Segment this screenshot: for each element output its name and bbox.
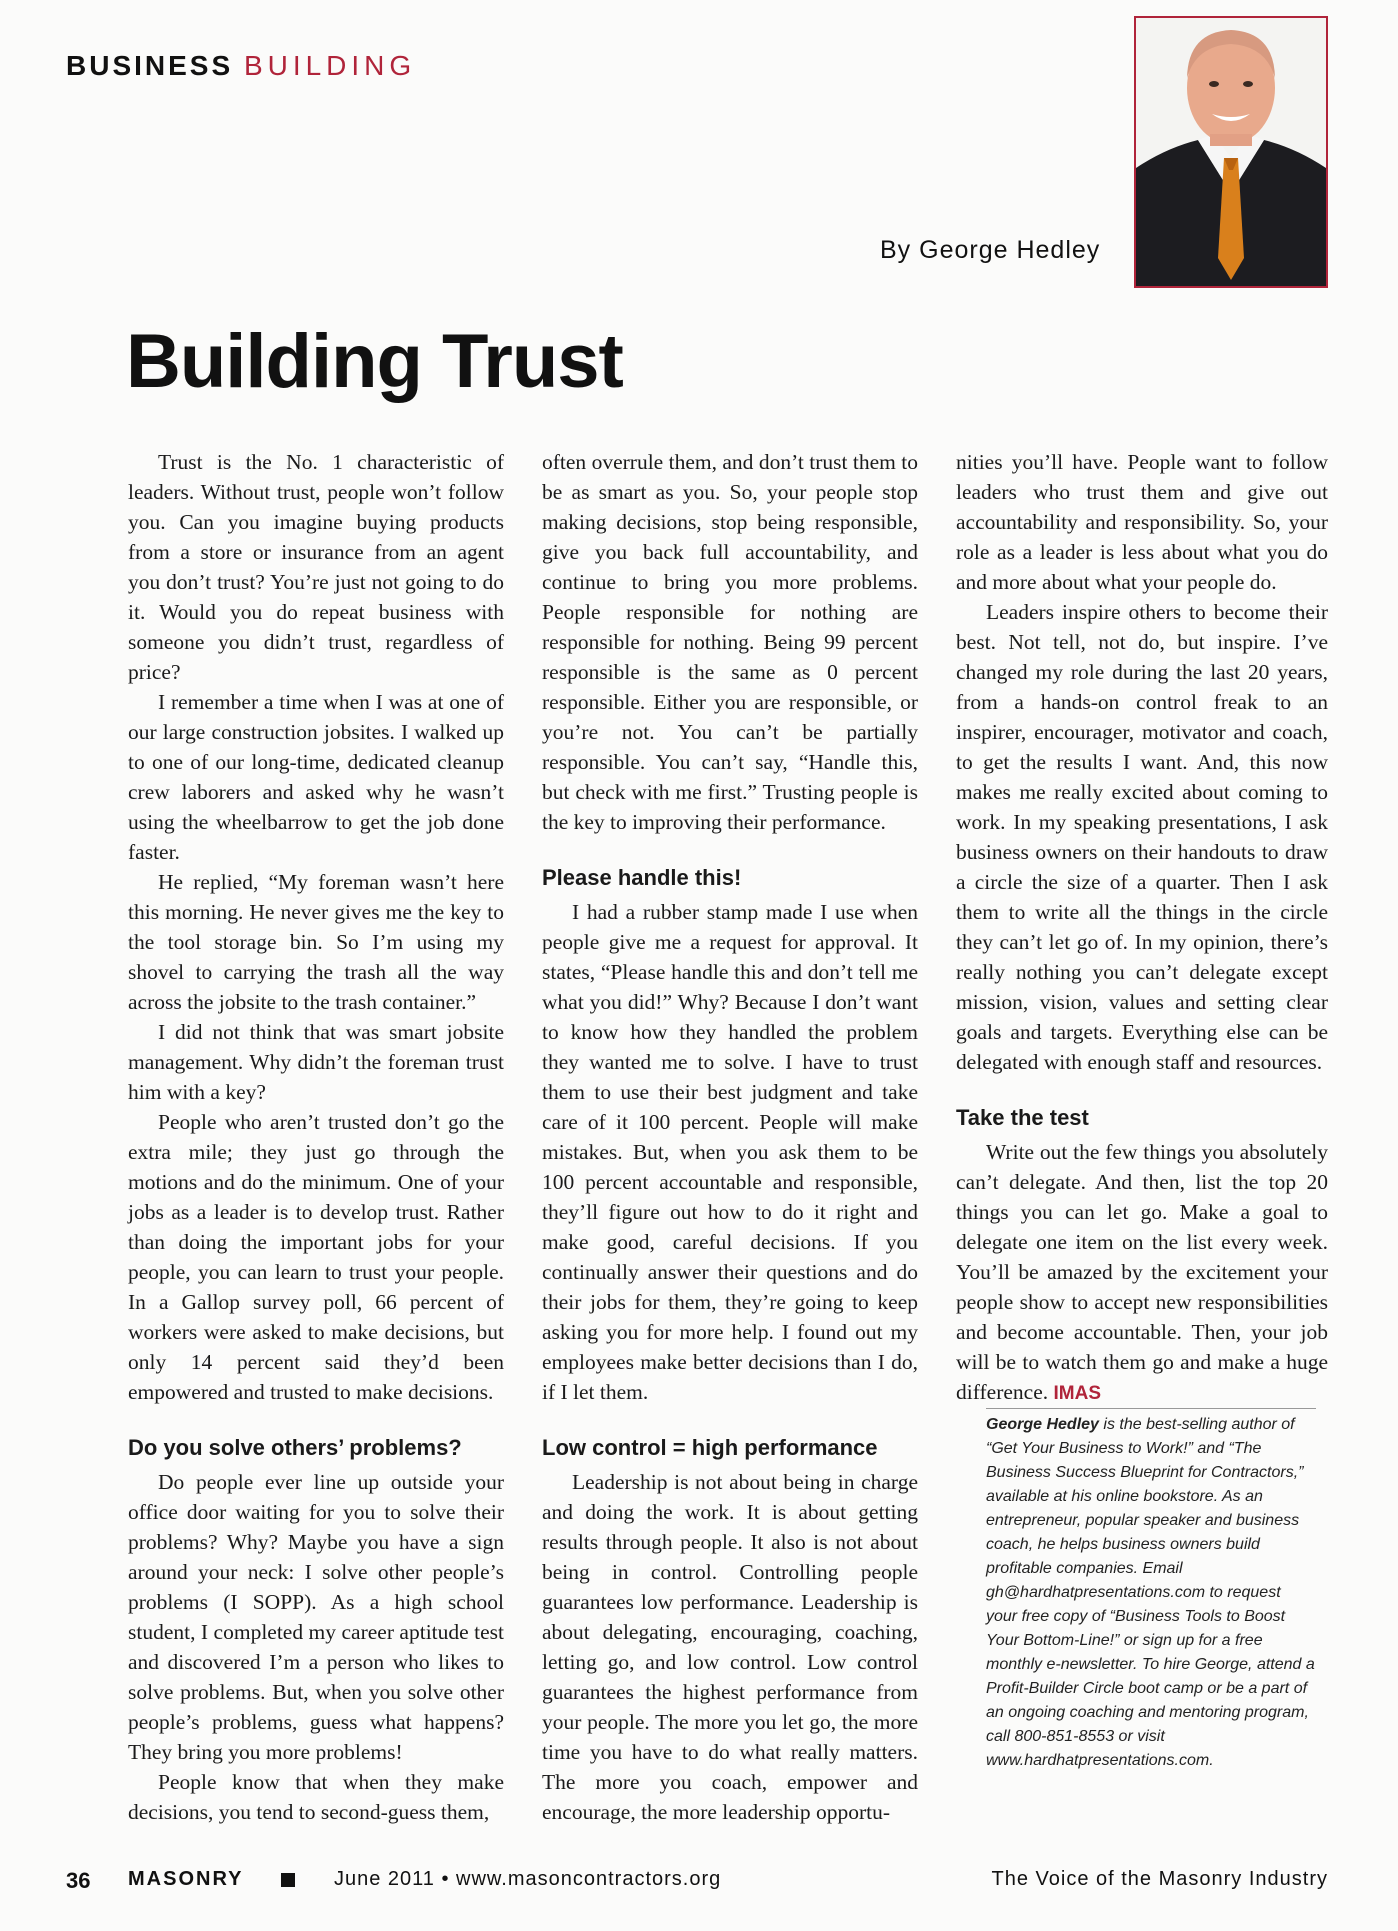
subheading: Low control = high performance [542, 1435, 878, 1460]
page-footer [0, 1868, 1398, 1898]
author-portrait-illustration [1136, 18, 1326, 286]
paragraph: I did not think that was smart jobsite management. Why didn’t the foreman trust him with a key? [128, 1020, 504, 1104]
square-bullet-icon [281, 1873, 295, 1887]
paragraph: He replied, “My foreman wasn’t here this morning. He never gives me the key to the tool storage bin. So I’m using my shovel to carrying the trash all the way across the jobsite to the trash container.” [128, 870, 504, 1014]
article-column-2 [542, 447, 918, 1827]
paragraph [956, 1137, 1328, 1409]
paragraph: Leaders inspire others to become their best. Not tell, not do, but inspire. I’ve changed my role during the last 20 years, from a hands-on control freak to an inspirer, encourager, motivator and coach, to get the results I want. And, this now makes me really excited about coming to work. In my speaking presentations, I ask business owners on their handouts to draw a circle the size of a quarter. Then I ask them to write all the things in the circle they can’t let go of. In my opinion, there’s really nothing you can’t delegate except mission, vision, values and setting clear goals and targets. Everything else can be delegated with enough staff and resources. [956, 600, 1328, 1074]
end-mark: IMAS [1053, 1383, 1101, 1404]
magazine-name: MASONRY [128, 1868, 244, 1890]
paragraph: Trust is the No. 1 characteristic of leaders. Without trust, people won’t follow you. Can you imagine buying products from a store or insurance from an agent you don’t trust? You’re just not going to do it. Would you do repeat business with someone you didn’t trust, regardless of price? [128, 450, 504, 684]
section-tag-part2: BUILDING [243, 50, 417, 81]
paragraph: I remember a time when I was at one of our large construction jobsites. I walked up to one of our long-time, dedicated cleanup crew laborers and asked why he wasn’t using the wheelbarrow to get the job done faster. [128, 690, 504, 864]
paragraph: People who aren’t trusted don’t go the extra mile; they just go through the motions and do the minimum. One of your jobs as a leader is to develop trust. Rather than doing the important jobs for your people, you can learn to trust your people. In a Gallop survey poll, 66 percent of workers were asked to make decisions, but only 14 percent said they’d been empowered and trusted to make decisions. [128, 1110, 504, 1404]
section-tag [66, 50, 416, 82]
author-name: George Hedley [986, 1416, 1099, 1433]
paragraph: nities you’ll have. People want to follow leaders who trust them and give out accountability and responsibility. So, your role as a leader is less about what you do and more about what your people do. [956, 450, 1328, 594]
paragraph-text: Write out the few things you absolutely can’t delegate. And then, list the top 20 things you can let go. Make a goal to delegate one item on the list every week. You’ll be amazed by the excitement your people show to accept new responsibilities and become accountable. Then, your job will be to watch them go and make a huge difference. [956, 1140, 1328, 1404]
page-number: 36 [66, 1868, 91, 1893]
subheading: Do you solve others’ problems? [128, 1435, 462, 1460]
paragraph: People know that when they make decisions, you tend to second-guess them, [128, 1770, 504, 1824]
issue-date-url: June 2011 • www.masoncontractors.org [334, 1868, 722, 1890]
paragraph: Do people ever line up outside your office door waiting for you to solve their problems? Why? Maybe you have a sign around your neck: I solve other people’s problems (I SOPP). As a high school student, I completed my career aptitude test and discovered I’m a person who likes to solve problems. But, when you solve other people’s problems, guess what happens? They bring you more problems! [128, 1470, 504, 1764]
author-bio [986, 1408, 1316, 1773]
article-column-3 [956, 447, 1328, 1409]
paragraph: Leadership is not about being in charge and doing the work. It is about getting results through people. It also is not about being in control. Controlling people guarantees low performance. Leadership is about delegating, encouraging, coaching, letting go, and low control. Low control guarantees the highest performance from your people. The more you let go, the more time you have to do what really matters. The more you coach, empower and encourage, the more leadership opportu- [542, 1470, 918, 1824]
subheading: Please handle this! [542, 865, 742, 890]
paragraph: often overrule them, and don’t trust them to be as smart as you. So, your people stop making decisions, stop being responsible, give you back full accountability, and continue to bring you more problems. People responsible for nothing are responsible for nothing. Being 99 percent responsible is the same as 0 percent responsible. Either you are responsible, or you’re not. You can’t be partially responsible. You can’t say, “Handle this, but check with me first.” Trusting people is the key to improving their performance. [542, 450, 918, 834]
footer-tagline: The Voice of the Masonry Industry [991, 1868, 1328, 1890]
subheading: Take the test [956, 1105, 1089, 1130]
article-title: Building Trust [126, 319, 623, 404]
paragraph: I had a rubber stamp made I use when people give me a request for approval. It states, “Please handle this and don’t tell me what you did!” Why? Because I don’t want to know how they handled the problem they wanted me to solve. I have to trust them to use their best judgment and take care of it 100 percent. People will make mistakes. But, when you ask them to be 100 percent accountable and responsible, they’ll figure out how to do it right and make good, careful decisions. If you continually answer their questions and do their jobs for them, they’re going to keep asking you for more help. I found out my employees make better decisions than I do, if I let them. [542, 900, 918, 1404]
byline: By George Hedley [880, 236, 1101, 264]
author-photo [1134, 16, 1328, 288]
author-bio-text: is the best-selling author of “Get Your Business to Work!” and “The Business Success Blueprint for Contractors,” available at his online bookstore. As an entrepreneur, popular speaker and business coach, he helps business owners build profitable companies. Email gh@hardhatpresentations.com to request your free copy of “Business Tools to Boost Your Bottom-Line!” or sign up for a free monthly e-newsletter. To hire George, attend a Profit-Builder Circle boot camp or be a part of an ongoing coaching and mentoring program, call 800-851-8553 or visit www.hardhatpresentations.com. [986, 1416, 1315, 1769]
section-tag-part1: BUSINESS [66, 50, 234, 81]
article-column-1 [128, 447, 504, 1827]
